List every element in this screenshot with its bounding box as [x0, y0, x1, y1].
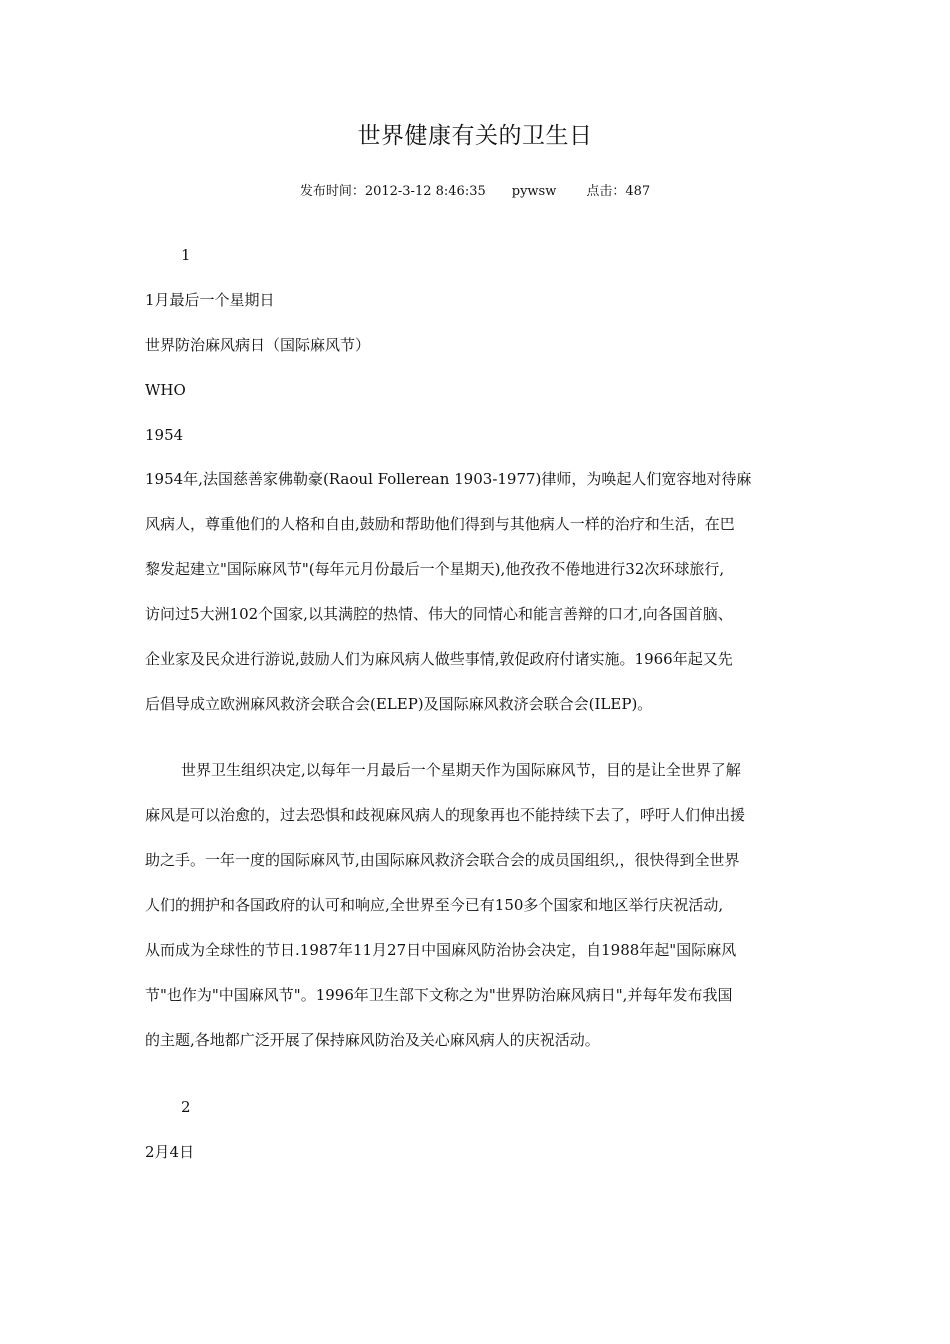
paragraph-line: 助之手。一年一度的国际麻风节,由国际麻风救济会联合会的成员国组织,，很快得到全世界	[145, 851, 740, 869]
observance-organization: WHO	[145, 381, 186, 399]
paragraph-line: 风病人，尊重他们的人格和自由,鼓励和帮助他们得到与其他病人一样的治疗和生活，在巴	[145, 515, 735, 533]
paragraph-line: 1954年,法国慈善家佛勒豪(Raoul Follerean 1903-1977)律师，为唤起人们宽容地对待麻	[145, 470, 752, 488]
who-paragraph	[145, 748, 808, 1063]
paragraph-line: 人们的拥护和各国政府的认可和响应,全世界至今已有150多个国家和地区举行庆祝活动,	[145, 896, 724, 914]
observance-year: 1954	[145, 426, 184, 444]
paragraph-line: 访问过5大洲102个国家,以其满腔的热情、伟大的同情心和能言善辩的口才,向各国首脑、	[145, 605, 733, 623]
paragraph-line: 的主题,各地都广泛开展了保持麻风防治及关心麻风病人的庆祝活动。	[145, 1031, 600, 1049]
paragraph-line: 世界卫生组织决定,以每年一月最后一个星期天作为国际麻风节，目的是让全世界了解	[181, 761, 741, 779]
paragraph-line: 麻风是可以治愈的，过去恐惧和歧视麻风病人的现象再也不能持续下去了，呼吁人们伸出援	[145, 806, 746, 824]
observance-name: 世界防治麻风病日（国际麻风节）	[145, 336, 371, 354]
author-name: pywsw	[511, 184, 557, 199]
observance-date: 1月最后一个星期日	[145, 291, 275, 309]
paragraph-line: 后倡导成立欧洲麻风救济会联合会(ELEP)及国际麻风救济会联合会(ILEP)。	[145, 695, 653, 713]
observance-date: 2月4日	[145, 1143, 195, 1161]
click-count: 点击：487	[586, 184, 651, 199]
paragraph-line: 节"也作为"中国麻风节"。1996年卫生部下文称之为"世界防治麻风病日",并每年发布我国	[145, 986, 733, 1004]
page-title: 世界健康有关的卫生日	[357, 123, 593, 149]
paragraph-line: 企业家及民众进行游说,鼓励人们为麻风病人做些事情,敦促政府付诸实施。1966年起又先	[145, 650, 733, 668]
publish-time: 发布时间：2012-3-12 8:46:35	[299, 184, 486, 199]
paragraph-line: 黎发起建立"国际麻风节"(每年元月份最后一个星期天),他孜孜不倦地进行32次环球旅行,	[145, 560, 725, 578]
section-number: 2	[181, 1098, 191, 1116]
section-number: 1	[181, 246, 191, 264]
paragraph-line: 从而成为全球性的节日.1987年11月27日中国麻风防治协会决定，自1988年起"国际麻风	[145, 941, 737, 959]
history-paragraph	[145, 457, 808, 727]
article-meta	[0, 181, 950, 203]
